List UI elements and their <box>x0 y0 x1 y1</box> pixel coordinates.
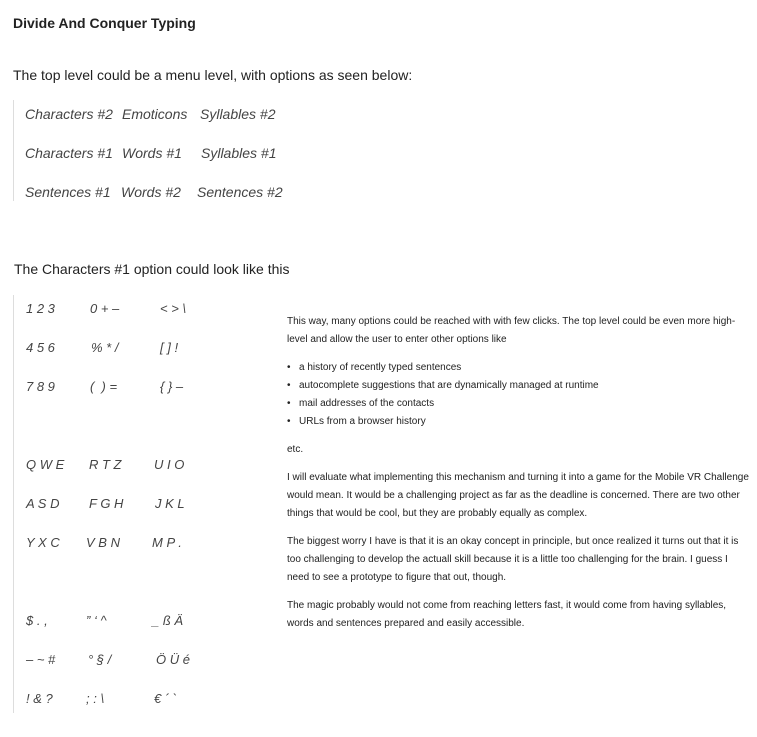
key-group: 0 + – <box>90 301 120 316</box>
key-group: M P . <box>152 535 182 550</box>
key-group: < > \ <box>160 301 187 316</box>
key-group: ; : \ <box>86 691 105 706</box>
key-group: F G H <box>89 496 124 511</box>
key-group: Q W E <box>26 457 65 472</box>
list-item: • autocomplete suggestions that are dynamically managed at runtime <box>299 377 749 395</box>
menu-option: Characters #2 <box>25 106 113 122</box>
article-text <box>287 313 749 643</box>
key-group: [ ] ! <box>160 340 179 355</box>
key-group: J K L <box>155 496 185 511</box>
menu-level-quote <box>13 100 304 201</box>
option-list <box>287 359 749 431</box>
page-title: Divide And Conquer Typing <box>13 15 196 31</box>
key-group: 4 5 6 <box>26 340 55 355</box>
key-group: ! & ? <box>26 691 53 706</box>
key-group: A S D <box>26 496 60 511</box>
key-group: – ~ # <box>26 652 56 667</box>
paragraph: I will evaluate what implementing this mechanism and turning it into a game for the Mobile VR Challenge would mean. It would be a challenging project as far as the deadline is concerned. There are two other things that would be cool, but they are probably equally as complex. <box>287 472 749 519</box>
key-group: ( ) = <box>90 379 118 394</box>
menu-option: Sentences #1 <box>25 184 111 200</box>
key-group: { } – <box>160 379 184 394</box>
list-item: • mail addresses of the contacts <box>299 395 749 413</box>
paragraph: The biggest worry I have is that it is an okay concept in principle, but once realized it turns out that it is too challenging to develop the actuall skill because it is a little too challenging for the brain. I guess I need to see a prototype to figure that out, though. <box>287 536 739 583</box>
key-group: $ . , <box>26 613 48 628</box>
characters-keyboard-quote <box>13 295 274 713</box>
paragraph: etc. <box>287 444 304 455</box>
intro-text: The top level could be a menu level, with options as seen below: <box>13 67 413 83</box>
menu-option: Words #1 <box>122 145 182 161</box>
menu-option: Syllables #1 <box>201 145 277 161</box>
key-group: 1 2 3 <box>26 301 55 316</box>
key-group: ° § / <box>88 652 112 667</box>
key-group: V B N <box>86 535 120 550</box>
menu-option: Characters #1 <box>25 145 113 161</box>
key-group: € ´ ` <box>154 691 178 706</box>
paragraph: This way, many options could be reached with with few clicks. The top level could be even more high-level and allow the user to enter other options like <box>287 316 736 345</box>
menu-option: Syllables #2 <box>200 106 276 122</box>
key-group: ” ‘ ^ <box>86 613 107 628</box>
section-heading: The Characters #1 option could look like this <box>14 261 290 277</box>
list-item: • URLs from a browser history <box>299 413 749 431</box>
paragraph: The magic probably would not come from reaching letters fast, it would come from having syllables, words and sentences prepared and easily accessible. <box>287 600 727 629</box>
key-group: % * / <box>91 340 119 355</box>
key-group: _ ß Ä <box>152 613 184 628</box>
key-group: R T Z <box>89 457 122 472</box>
key-group: Ö Ü é <box>156 652 190 667</box>
list-item: • a history of recently typed sentences <box>299 359 749 377</box>
key-group: U I O <box>154 457 185 472</box>
menu-option: Words #2 <box>121 184 181 200</box>
key-group: 7 8 9 <box>26 379 55 394</box>
menu-option: Sentences #2 <box>197 184 283 200</box>
key-group: Y X C <box>26 535 60 550</box>
menu-option: Emoticons <box>122 106 188 122</box>
